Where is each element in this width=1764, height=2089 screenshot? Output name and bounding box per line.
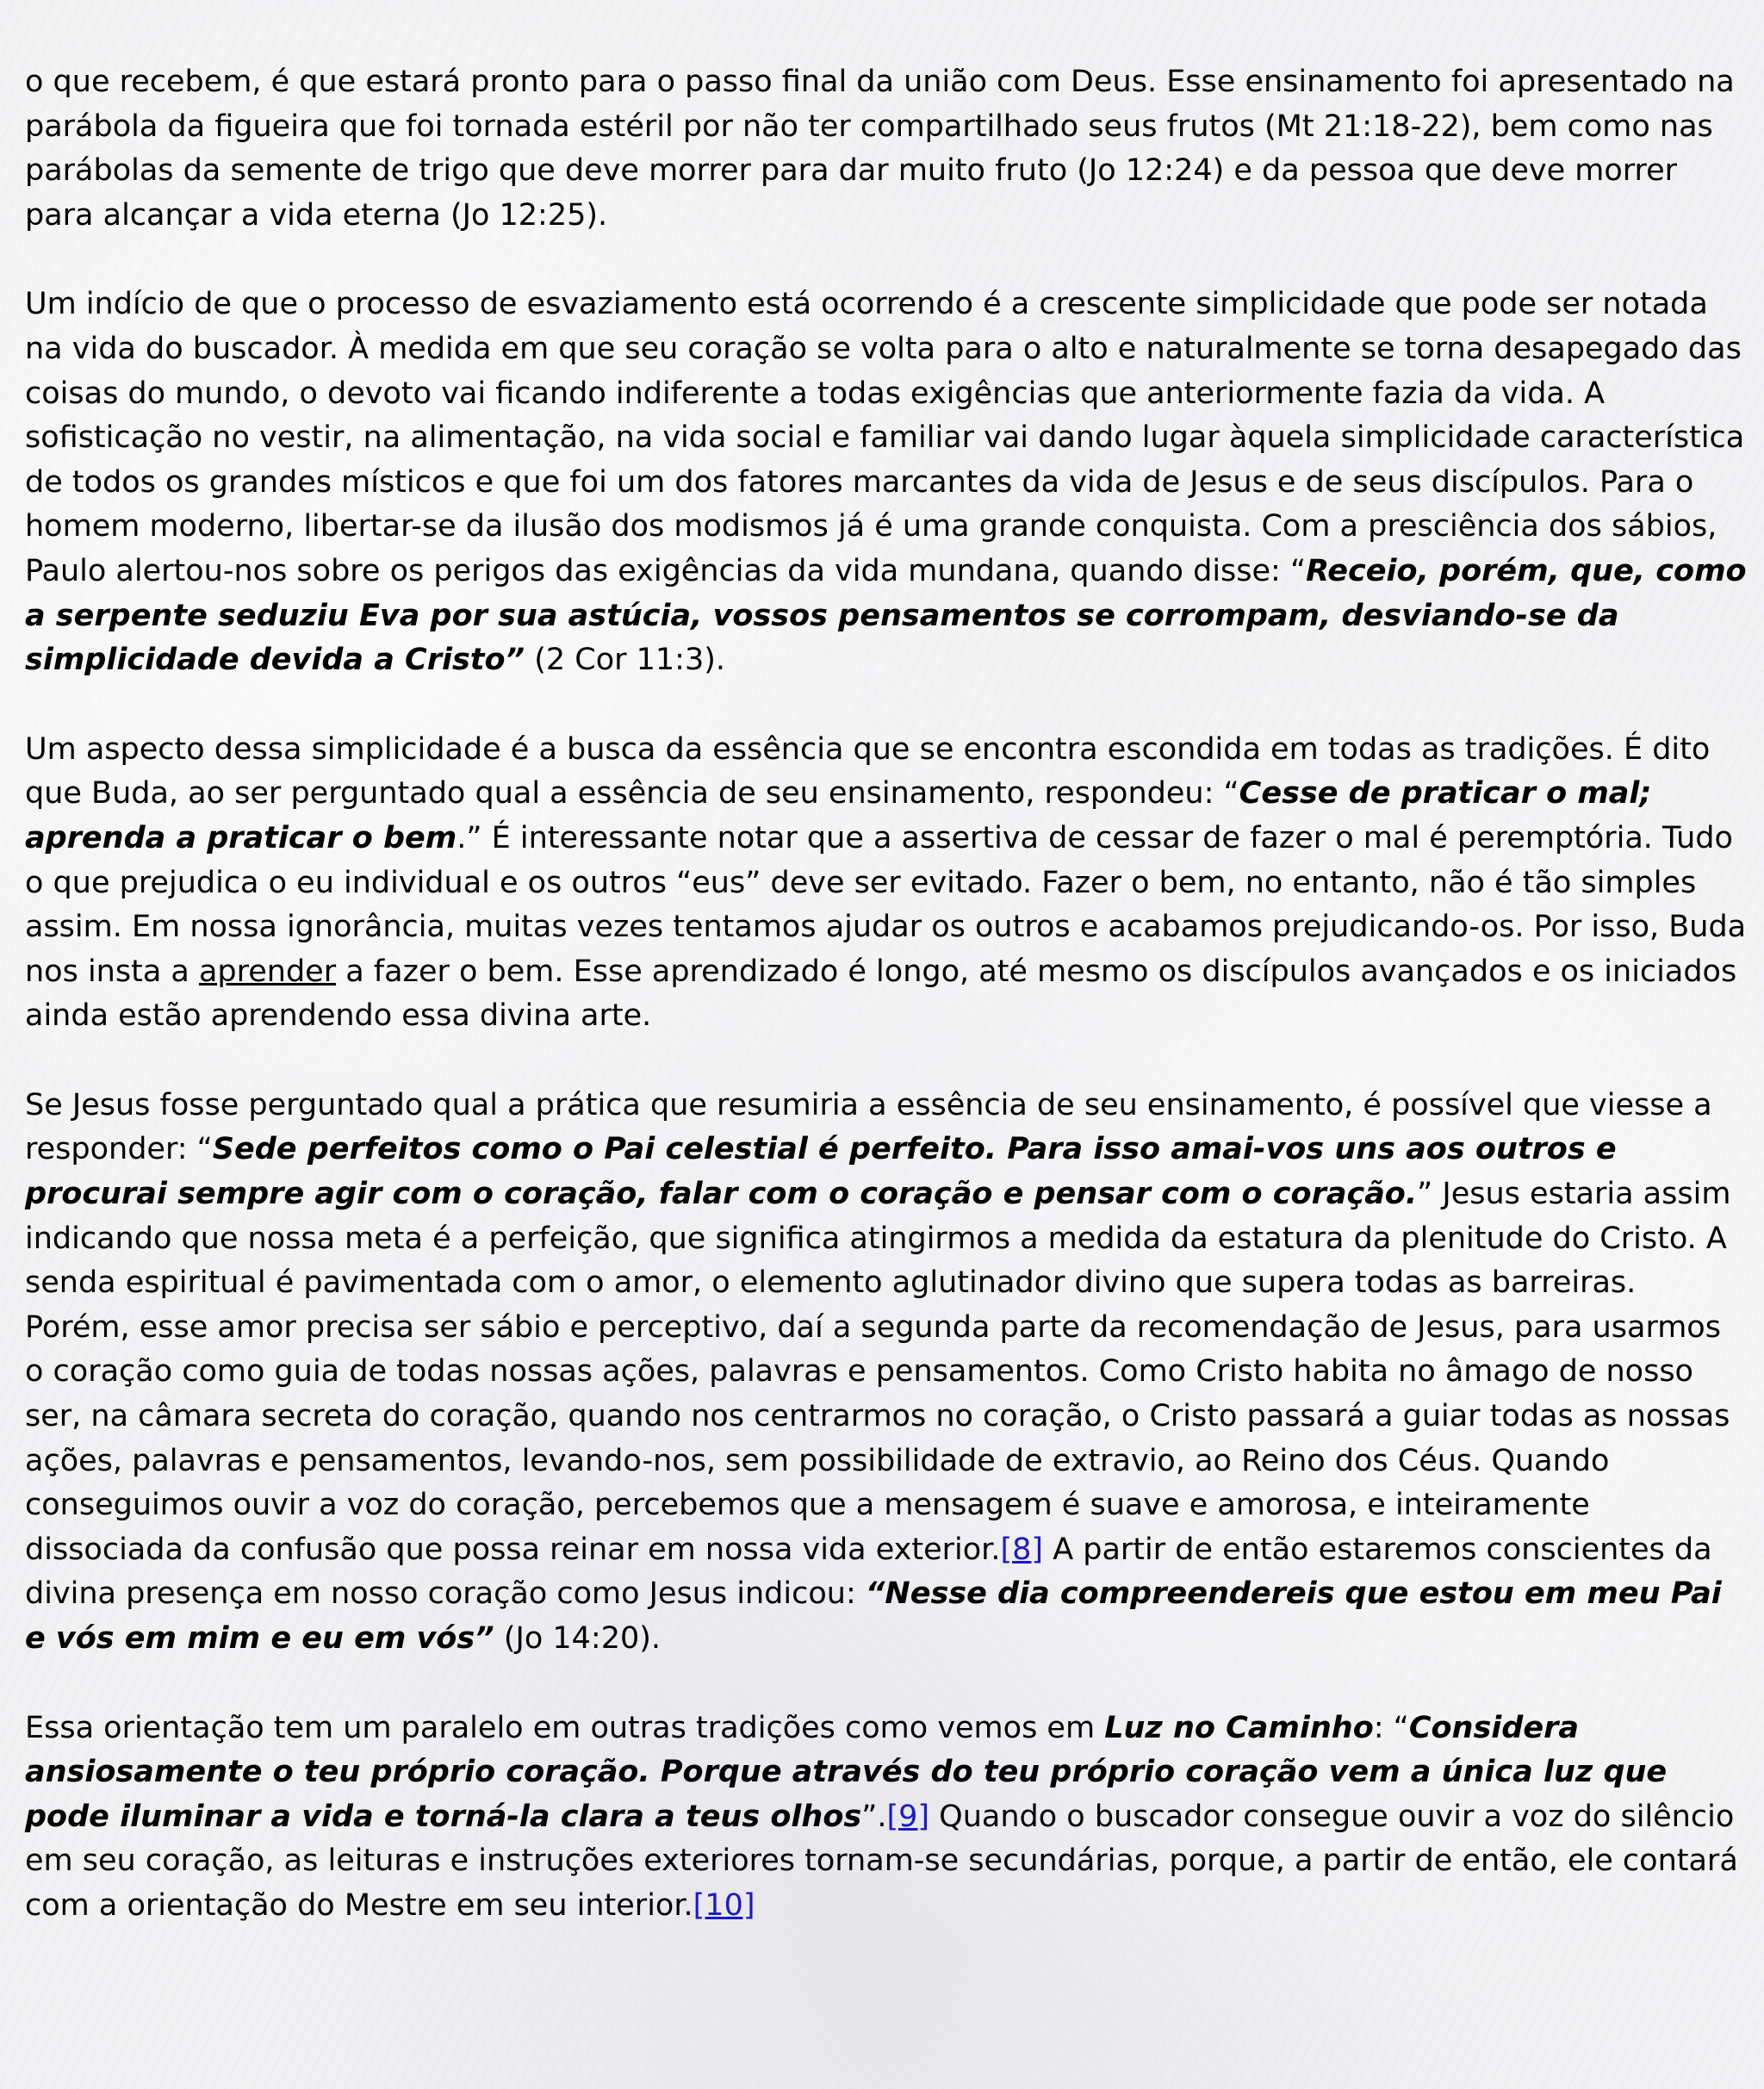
underlined-word: aprender bbox=[198, 954, 337, 989]
paragraph-2 bbox=[25, 283, 1748, 682]
paragraph-text: a fazer o bem. Esse aprendizado é longo, até mesmo os discípulos avançados e os iniciados ainda estão aprendendo essa divina arte. bbox=[25, 954, 1737, 1034]
paragraph-text: Se Jesus fosse perguntado qual a prática que resumiria a essência de seu ensinamento, é possível que viesse a responder: “ bbox=[25, 1087, 1712, 1167]
book-title: Luz no Caminho bbox=[1104, 1710, 1374, 1745]
paragraph-text: A partir de então estaremos conscientes da divina presença em nosso coração como Jesus indicou: bbox=[25, 1532, 1712, 1612]
paragraph-3 bbox=[25, 728, 1748, 1039]
gospel-quote: “Nesse dia compreendereis que estou em meu Pai e vós em mim e eu em vós” bbox=[25, 1576, 1722, 1656]
paragraph-text: Essa orientação tem um paralelo em outras tradições como vemos em bbox=[25, 1710, 1105, 1745]
paragraph-text: ” Jesus estaria assim indicando que nossa meta é a perfeição, que significa atingirmos a medida da estatura da plenitude do Cristo. A senda espiritual é pavimentada com o amor, o elemento aglutinador divino que supera todas as barreiras. Porém, esse amor precisa ser sábio e perceptivo, daí a segunda parte da recomendação de Jesus, para usarmos o coração como guia de todas nossas ações, palavras e pensamentos. Como Cristo habita no âmago de nosso ser, na câmara secreta do coração, quando nos centrarmos no coração, o Cristo passará a guiar todas as nossas ações, palavras e pensamentos, levando-nos, sem possibilidade de extravio, ao Reino dos Céus. Quando conseguimos ouvir a voz do coração, percebemos que a mensagem é suave e amorosa, e inteiramente dissociada da confusão que possa reinar em nossa vida exterior. bbox=[25, 1177, 1731, 1567]
light-on-path-quote: Considera ansiosamente o teu próprio coração. Porque através do teu próprio coração vem a única luz que pode iluminar a vida e torná-la clara a teus olhos bbox=[25, 1710, 1668, 1834]
paragraph-4 bbox=[25, 1084, 1748, 1662]
buddha-quote: Cesse de praticar o mal; aprenda a praticar o bem bbox=[25, 776, 1652, 855]
document-body bbox=[25, 60, 1748, 1974]
paragraph-text: Quando o buscador consegue ouvir a voz do silêncio em seu coração, as leituras e instruções exteriores tornam-se secundárias, porque, a partir de então, ele contará com a orientação do Mestre em seu interior. bbox=[25, 1799, 1738, 1923]
paragraph-text: (2 Cor 11:3). bbox=[525, 643, 726, 678]
paragraph-text: .” É interessante notar que a assertiva de cessar de fazer o mal é peremptória. Tudo o que prejudica o eu individual e os outros “eus” deve ser evitado. Fazer o bem, no entanto, não é tão simples assim. Em nossa ignorância, muitas vezes tentamos ajudar os outros e acabamos prejudicando-os. Por isso, Buda nos insta a bbox=[25, 820, 1747, 989]
paragraph-text: (Jo 14:20). bbox=[494, 1621, 662, 1656]
footnote-link-10[interactable]: [10] bbox=[693, 1887, 755, 1923]
paragraph-text: : “ bbox=[1373, 1710, 1409, 1745]
paragraph-1 bbox=[25, 60, 1748, 238]
paragraph-text: Um aspecto dessa simplicidade é a busca da essência que se encontra escondida em todas as tradições. É dito que Buda, ao ser perguntado qual a essência de seu ensinamento, respondeu: “ bbox=[25, 731, 1711, 811]
jesus-quote: Sede perfeitos como o Pai celestial é perfeito. Para isso amai-vos uns aos outros e procurai sempre agir com o coração, falar com o coração e pensar com o coração. bbox=[25, 1132, 1617, 1212]
footnote-link-8[interactable]: [8] bbox=[1000, 1532, 1044, 1567]
paragraph-text: o que recebem, é que estará pronto para o passo final da união com Deus. Esse ensinamento foi apresentado na parábola da figueira que foi tornada estéril por não ter compartilhado seus frutos (Mt 21:18-22), bem como nas parábolas da semente de trigo que deve morrer para dar muito fruto (Jo 12:24) e da pessoa que deve morrer para alcançar a vida eterna (Jo 12:25). bbox=[25, 65, 1735, 233]
paul-quote: Receio, porém, que, como a serpente seduziu Eva por sua astúcia, vossos pensamentos se corrompam, desviando-se da simplicidade devida a Cristo” bbox=[25, 553, 1747, 678]
paragraph-text: ”. bbox=[861, 1799, 887, 1834]
paragraph-text: Um indício de que o processo de esvaziamento está ocorrendo é a crescente simplicidade que pode ser notada na vida do buscador. À medida em que seu coração se volta para o alto e naturalmente se torna desapegado das coisas do mundo, o devoto vai ficando indiferente a todas exigências que anteriormente fazia da vida. A sofisticação no vestir, na alimentação, na vida social e familiar vai dando lugar àquela simplicidade característica de todos os grandes místicos e que foi um dos fatores marcantes da vida de Jesus e de seus discípulos. Para o homem moderno, libertar-se da ilusão dos modismos já é uma grande conquista. Com a presciência dos sábios, Paulo alertou-nos sobre os perigos das exigências da vida mundana, quando disse: “ bbox=[25, 287, 1745, 588]
footnote-link-9[interactable]: [9] bbox=[886, 1799, 930, 1834]
paragraph-5 bbox=[25, 1707, 1748, 1929]
